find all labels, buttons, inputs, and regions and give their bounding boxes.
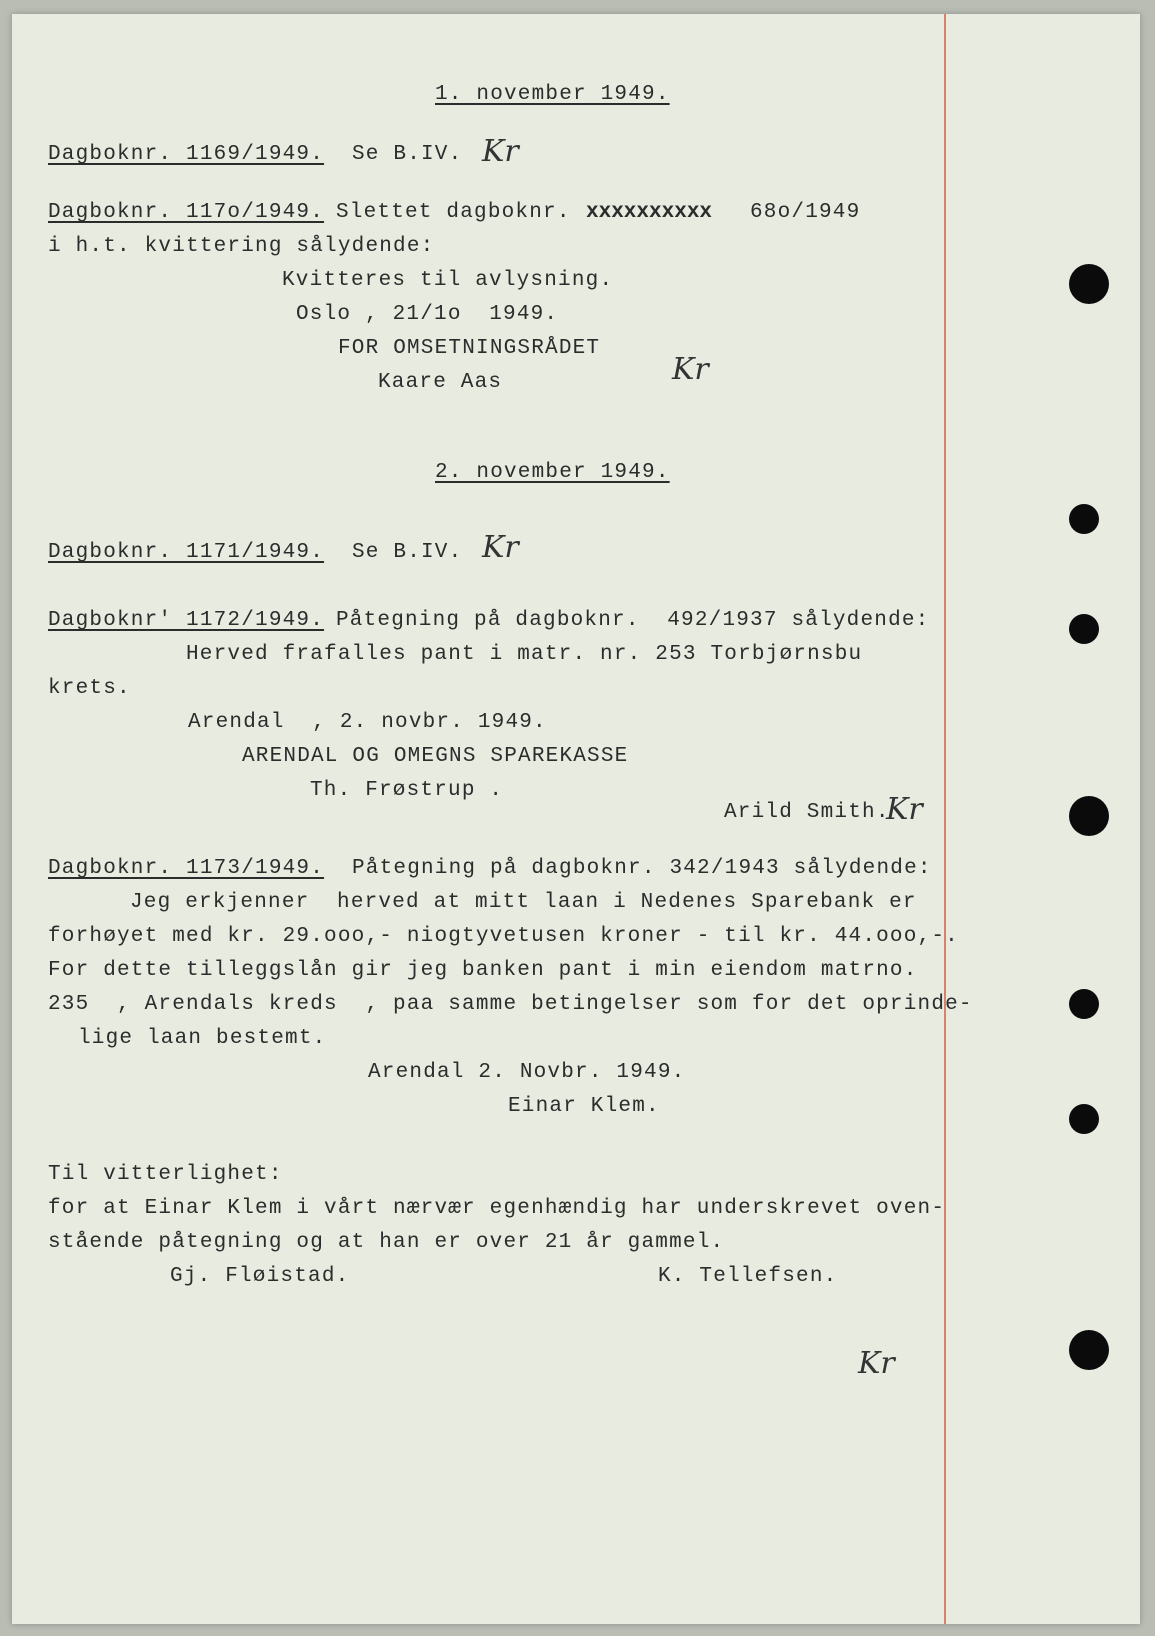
punch-hole <box>1069 1104 1099 1134</box>
entry-ref: Dagboknr. 1173/1949. <box>48 857 325 880</box>
entry-line: Arild Smith. <box>724 801 890 824</box>
handwritten-initials: Kr <box>672 352 709 387</box>
entry-line: Kaare Aas <box>378 371 503 394</box>
entry-line: 235 , Arendals kreds , paa samme betingelser som for det oprinde- <box>48 993 973 1016</box>
entry-line: Th. Frøstrup . <box>310 779 504 802</box>
entry-line: Einar Klem. <box>508 1095 660 1118</box>
date-heading: 2. november 1949. <box>435 461 670 484</box>
entry-ref: Dagboknr' 1172/1949. <box>48 609 325 632</box>
entry-line: Jeg erkjenner herved at mitt laan i Nedenes Sparebank er <box>130 891 917 914</box>
margin-line <box>944 14 946 1624</box>
entry-line: krets. <box>48 677 131 700</box>
entry-line: Herved frafalles pant i matr. nr. 253 Torbjørnsbu <box>186 643 863 666</box>
handwritten-initials: Kr <box>886 792 923 827</box>
entry-text: Se B.IV. <box>352 541 463 564</box>
handwritten-initials: Kr <box>482 530 519 565</box>
entry-text: 68o/1949 <box>750 201 861 224</box>
entry-line: For dette tilleggslån gir jeg banken pant i min eiendom matrno. <box>48 959 918 982</box>
witness-name: K. Tellefsen. <box>658 1265 838 1288</box>
entry-line: for at Einar Klem i vårt nærvær egenhændig har underskrevet oven- <box>48 1197 946 1220</box>
entry-text: Slettet dagboknr. <box>336 201 571 224</box>
witness-name: Gj. Fløistad. <box>170 1265 350 1288</box>
handwritten-initials: Kr <box>482 134 519 169</box>
entry-line: forhøyet med kr. 29.ooo,- niogtyvetusen kroner - til kr. 44.ooo,-. <box>48 925 959 948</box>
date-heading: 1. november 1949. <box>435 83 670 106</box>
entry-line: lige laan bestemt. <box>78 1027 327 1050</box>
entry-line: FOR OMSETNINGSRÅDET <box>338 337 601 360</box>
punch-hole <box>1069 796 1109 836</box>
entry-line: Kvitteres til avlysning. <box>282 269 614 292</box>
entry-ref: Dagboknr. 1169/1949. <box>48 143 325 166</box>
punch-hole <box>1069 1330 1109 1370</box>
handwritten-initials: Kr <box>858 1346 895 1381</box>
entry-line: ARENDAL OG OMEGNS SPAREKASSE <box>242 745 629 768</box>
struck-text: xxxxxxxxxx <box>586 201 713 224</box>
punch-hole <box>1069 614 1099 644</box>
entry-line: Til vitterlighet: <box>48 1163 283 1186</box>
entry-line: Arendal 2. Novbr. 1949. <box>368 1061 686 1084</box>
entry-text: Påtegning på dagboknr. 492/1937 sålydende: <box>336 609 930 632</box>
entry-ref: Dagboknr. 1171/1949. <box>48 541 325 564</box>
entry-line: i h.t. kvittering sålydende: <box>48 235 435 258</box>
document-page <box>12 14 1140 1624</box>
entry-line: Arendal , 2. novbr. 1949. <box>188 711 547 734</box>
entry-text: Se B.IV. <box>352 143 463 166</box>
entry-text: Påtegning på dagboknr. 342/1943 sålydende: <box>352 857 932 880</box>
punch-hole <box>1069 989 1099 1019</box>
entry-line: stående påtegning og at han er over 21 år gammel. <box>48 1231 725 1254</box>
entry-ref: Dagboknr. 117o/1949. <box>48 201 325 224</box>
entry-line: Oslo , 21/1o 1949. <box>296 303 559 326</box>
punch-hole <box>1069 264 1109 304</box>
punch-hole <box>1069 504 1099 534</box>
